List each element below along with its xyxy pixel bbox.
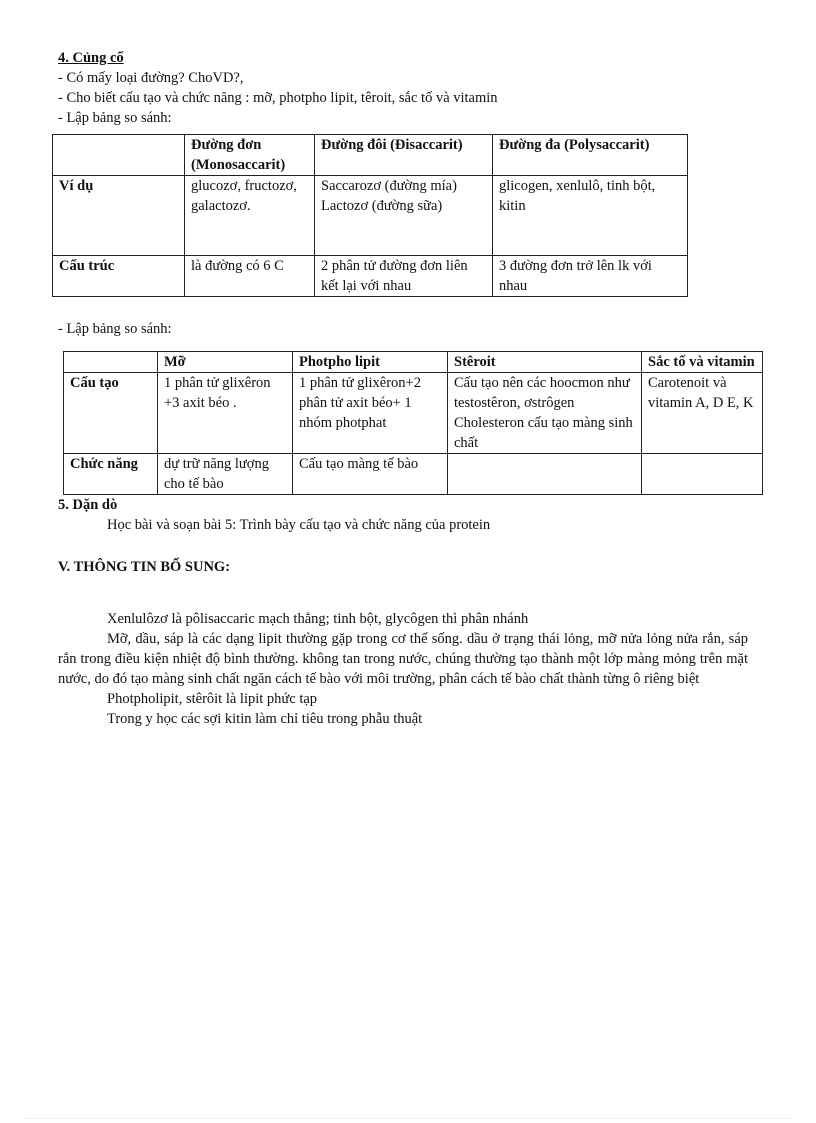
table-header-row — [53, 135, 688, 176]
review-question-1: - Có mấy loại đường? ChoVD?, — [58, 70, 244, 86]
page-bottom-divider — [24, 1118, 792, 1119]
table-cell — [64, 352, 158, 373]
lipid-comparison-table — [63, 351, 763, 495]
info-paragraph-3: Photpholipit, stêrôit là lipit phức tạp — [107, 691, 318, 707]
info-paragraph-2: Mỡ, dầu, sáp là các dạng lipit thường gặp trong cơ thể sống. dầu ở trạng thái lỏng, mỡ nửa lỏng nửa rắn, sáp rắn trong điều kiện nhiệt độ bình thường. không tan trong nước, chúng thường tạo thành một lớp màng mỏng trên mặt nước, do đó tạo màng sinh chất ngăn cách tế bào với môi trường, phân cách tế bào chất thành từng ô riêng biệt — [58, 631, 748, 687]
info-paragraph-4: Trong y học các sợi kitin làm chỉ tiêu trong phẫu thuật — [107, 711, 423, 727]
table-cell — [53, 135, 185, 176]
row-label-cau-tao: Cấu tạo — [64, 373, 158, 454]
row-label-vi-du: Ví dụ — [53, 176, 185, 256]
table-cell: glucozơ, fructozơ, galactozơ. — [185, 176, 315, 256]
homework-text: Học bài và soạn bài 5: Trình bày cấu tạo và chức năng của protein — [107, 517, 491, 533]
row-label-cau-truc: Cấu trúc — [53, 256, 185, 297]
table-cell: Cấu tạo màng tế bào — [293, 454, 448, 495]
review-question-2: - Cho biết cấu tạo và chức năng : mỡ, photpho lipit, têroit, sắc tố và vitamin — [58, 90, 498, 106]
table-cell: Cấu tạo nên các hoocmon như testostêron, ơstrôgen Cholesteron cấu tạo màng sinh chất — [448, 373, 642, 454]
table-row — [53, 256, 688, 297]
table-cell — [642, 454, 763, 495]
table-cell: Carotenoit và vitamin A, D E, K — [642, 373, 763, 454]
header-polysaccarit: Đường đa (Polysaccarit) — [493, 135, 688, 176]
table-cell — [448, 454, 642, 495]
section-v-heading: V. THÔNG TIN BỔ SUNG: — [58, 559, 231, 575]
info-paragraph-1: Xenlulôzơ là pôlisaccaric mạch thẳng; tinh bột, glycôgen thì phân nhánh — [107, 611, 529, 627]
sugar-comparison-table — [52, 134, 688, 297]
header-monosaccarit: Đường đơn (Monosaccarit) — [185, 135, 315, 176]
section-4-heading: 4. Củng cố — [58, 50, 124, 66]
table-cell: là đường có 6 C — [185, 256, 315, 297]
table-cell: Saccarozơ (đường mía) Lactozơ (đường sữa) — [315, 176, 493, 256]
compare-label: - Lập bảng so sánh: — [58, 321, 172, 337]
document-page — [58, 48, 758, 729]
table-cell: dự trữ năng lượng cho tế bào — [158, 454, 293, 495]
row-label-chuc-nang: Chức năng — [64, 454, 158, 495]
table-cell: glicogen, xenlulô, tinh bột, kitin — [493, 176, 688, 256]
header-photpho-lipit: Photpho lipit — [293, 352, 448, 373]
header-mo: Mỡ — [158, 352, 293, 373]
header-steroit: Stêroit — [448, 352, 642, 373]
table-cell: 3 đường đơn trở lên lk với nhau — [493, 256, 688, 297]
section-5-heading: 5. Dặn dò — [58, 497, 118, 513]
header-sac-to-vitamin: Sắc tố và vitamin — [642, 352, 763, 373]
table-row — [64, 454, 763, 495]
header-disaccarit: Đường đôi (Đisaccarit) — [315, 135, 493, 176]
table-cell: 1 phân tử glixêron +3 axit béo . — [158, 373, 293, 454]
table-header-row — [64, 352, 763, 373]
review-question-3: - Lập bảng so sánh: — [58, 110, 172, 126]
table-cell: 1 phân tử glixêron+2 phân tử axit béo+ 1 nhóm photphat — [293, 373, 448, 454]
table-cell: 2 phân tử đường đơn liên kết lại với nhau — [315, 256, 493, 297]
table-row — [53, 176, 688, 256]
table-row — [64, 373, 763, 454]
